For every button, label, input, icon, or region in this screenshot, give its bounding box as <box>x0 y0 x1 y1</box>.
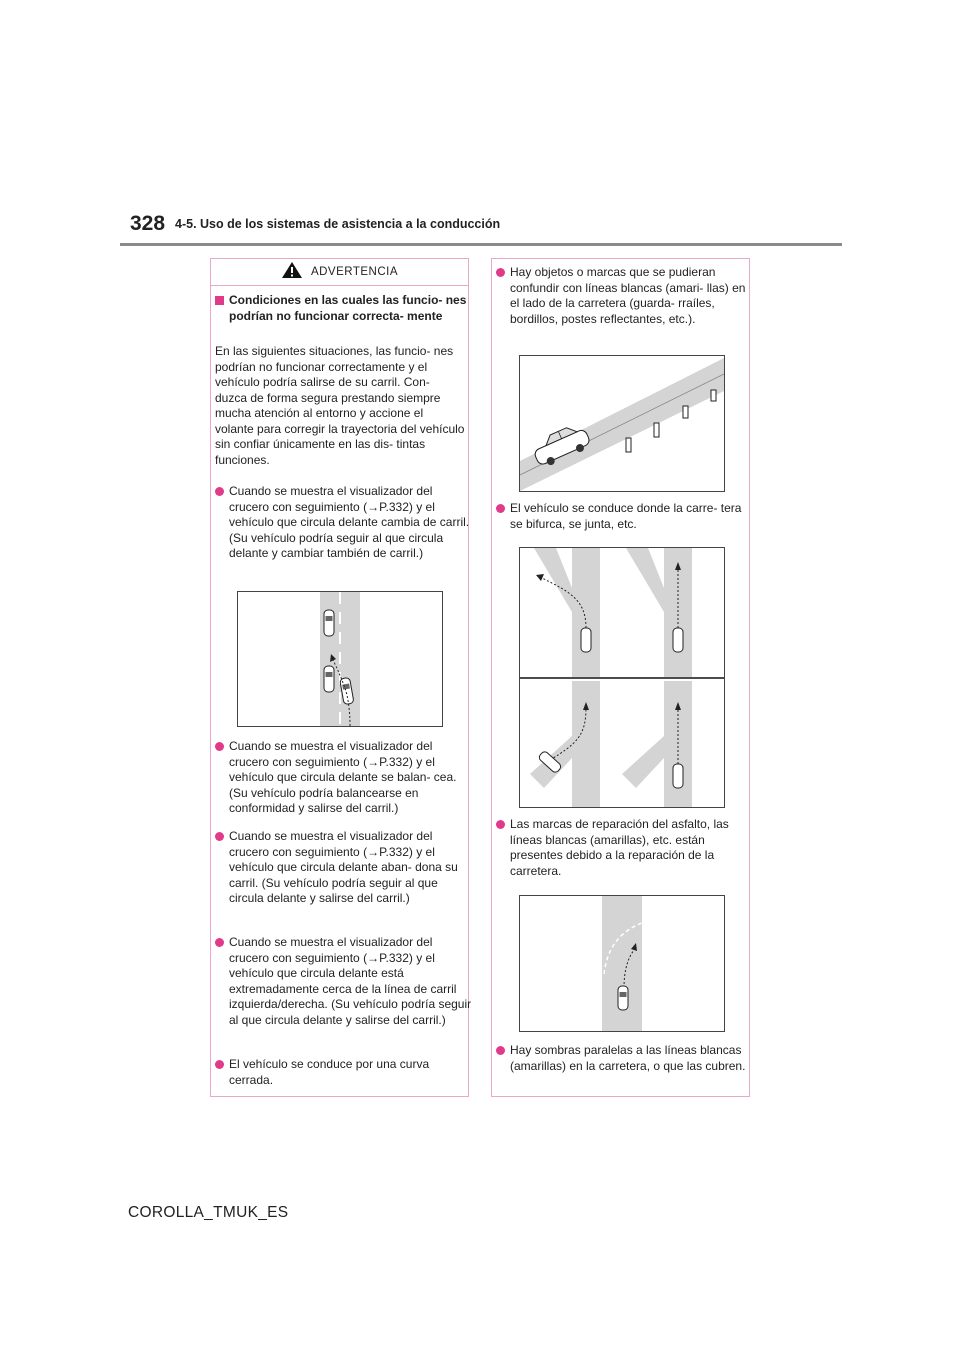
list-item: Las marcas de reparación del asfalto, las líneas blancas (amarillas), etc. están presentes debido a la reparación de la carretera. <box>496 817 754 879</box>
bullet-dot-icon <box>215 487 224 496</box>
square-bullet-icon <box>215 296 224 305</box>
list-item: El vehículo se conduce donde la carre- tera se bifurca, se junta, etc. <box>496 501 754 532</box>
page-number: 328 <box>130 212 166 235</box>
warning-intro: En las siguientes situaciones, las funcio- nes podrían no funcionar correctamente y el vehículo podría salirse de su carril. Con- duzca de forma segura prestando siempre mucha atención al entorno y accione el volante para corregir la trayectoria del vehículo sin confiar únicamente en las dis- tintas funciones. <box>215 344 465 467</box>
list-item: Cuando se muestra el visualizador del crucero con seguimiento (→P.332) y el vehículo que circula delante está extremadamente cerca de la línea de carril izquierda/derecha. (Su vehículo podría seguir al que circula delante y salirse del carril.) <box>215 935 473 1028</box>
warning-triangle-icon <box>281 261 303 284</box>
list-item: Cuando se muestra el visualizador del crucero con seguimiento (→P.332) y el vehículo que circula delante se balan- cea. (Su vehículo podría balancearse en conformidad y salirse del carril.) <box>215 739 473 817</box>
list-item: Cuando se muestra el visualizador del crucero con seguimiento (→P.332) y el vehículo que circula delante cambia de carril. (Su vehículo podría seguir al que circula delante y cambiar también de carril.) <box>215 484 473 562</box>
bullet-dot-icon <box>496 820 505 829</box>
list-item: Hay sombras paralelas a las líneas blancas (amarillas) en la carretera, o que las cubren. <box>496 1043 754 1074</box>
bullet-dot-icon <box>496 268 505 277</box>
conditions-box <box>491 258 750 1097</box>
section-title: 4-5. Uso de los sistemas de asistencia a la conducción <box>175 217 501 231</box>
document-code: COROLLA_TMUK_ES <box>128 1204 289 1221</box>
figure-road-fork-merge <box>519 547 725 808</box>
bullet-dot-icon <box>215 938 224 947</box>
warning-title: ADVERTENCIA <box>310 266 399 278</box>
warning-header <box>211 259 468 286</box>
list-item: Hay objetos o marcas que se pudieran confundir con líneas blancas (amari- llas) en el lado de la carretera (guarda- rraíles, bordillos, postes reflectantes, etc.). <box>496 265 754 327</box>
bullet-dot-icon <box>215 742 224 751</box>
bullet-dot-icon <box>496 1046 505 1055</box>
figure-repair-marks <box>519 895 725 1032</box>
list-item: El vehículo se conduce por una curva cerrada. <box>215 1057 473 1088</box>
warning-box <box>210 258 472 1097</box>
figure-roadside-posts <box>519 355 725 492</box>
list-item: Cuando se muestra el visualizador del crucero con seguimiento (→P.332) y el vehículo que circula delante aban- dona su carril. (Su vehículo podría seguir al que circula delante y salirse del carril.) <box>215 829 473 907</box>
bullet-dot-icon <box>496 504 505 513</box>
header-divider <box>120 243 842 246</box>
bullet-dot-icon <box>215 832 224 841</box>
bullet-dot-icon <box>215 1060 224 1069</box>
figure-lane-change <box>237 591 443 727</box>
warning-heading: Condiciones en las cuales las funcio- nes podrían no funcionar correcta- mente <box>215 293 477 324</box>
